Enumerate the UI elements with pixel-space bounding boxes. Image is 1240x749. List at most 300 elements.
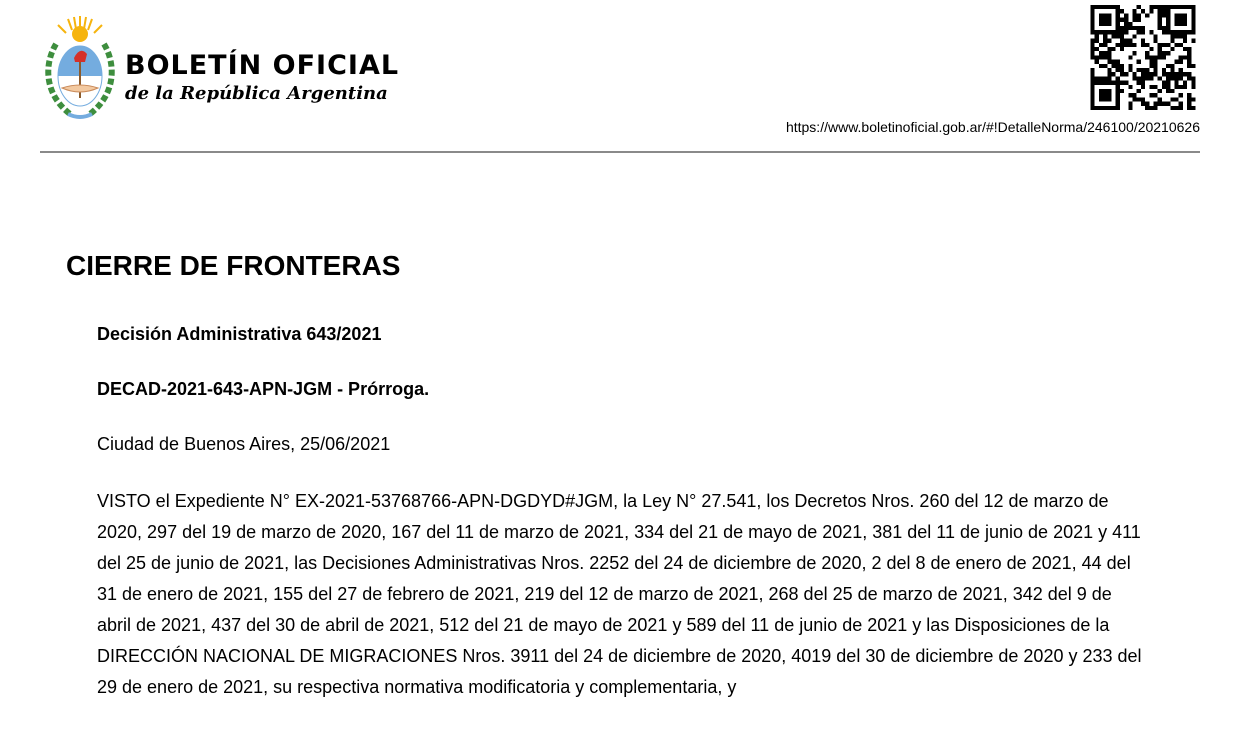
qr-module — [1141, 81, 1145, 85]
qr-module — [1175, 81, 1179, 85]
qr-module — [1141, 9, 1145, 13]
qr-module — [1175, 34, 1179, 38]
qr-module — [1183, 18, 1187, 22]
qr-module — [1191, 26, 1195, 30]
qr-module — [1166, 5, 1170, 9]
qr-module — [1133, 9, 1137, 13]
qr-module — [1124, 43, 1128, 47]
qr-module — [1170, 97, 1174, 101]
qr-module — [1141, 43, 1145, 47]
qr-module — [1187, 30, 1191, 34]
qr-module — [1133, 18, 1137, 22]
qr-module — [1103, 39, 1107, 43]
qr-module — [1103, 64, 1107, 68]
qr-module — [1154, 55, 1158, 59]
qr-module — [1091, 97, 1095, 101]
qr-module — [1175, 43, 1179, 47]
qr-module — [1179, 93, 1183, 97]
qr-module — [1158, 89, 1162, 93]
place-and-date: Ciudad de Buenos Aires, 25/06/2021 — [97, 434, 391, 454]
qr-module — [1149, 76, 1153, 80]
qr-module — [1158, 43, 1162, 47]
qr-module — [1095, 34, 1099, 38]
qr-module — [1103, 55, 1107, 59]
qr-module — [1187, 102, 1191, 106]
qr-module — [1191, 30, 1195, 34]
qr-module — [1103, 30, 1107, 34]
qr-module — [1141, 97, 1145, 101]
qr-module — [1133, 72, 1137, 76]
qr-module — [1099, 64, 1103, 68]
qr-module — [1154, 60, 1158, 64]
qr-module — [1183, 22, 1187, 26]
qr-module — [1166, 102, 1170, 106]
qr-module — [1095, 60, 1099, 64]
qr-module — [1133, 43, 1137, 47]
qr-module — [1091, 85, 1095, 89]
qr-module — [1133, 51, 1137, 55]
qr-module — [1141, 68, 1145, 72]
qr-module — [1158, 47, 1162, 51]
qr-module — [1191, 106, 1195, 110]
qr-module — [1191, 85, 1195, 89]
qr-module — [1162, 13, 1166, 17]
qr-module — [1107, 68, 1111, 72]
qr-module — [1099, 13, 1103, 17]
qr-module — [1166, 18, 1170, 22]
qr-module — [1128, 22, 1132, 26]
qr-module — [1116, 68, 1120, 72]
qr-module — [1120, 26, 1124, 30]
visto-paragraph: VISTO el Expediente N° EX-2021-53768766-APN-DGDYD#JGM, la Ley N° 27.541, los Decretos Nros. 260 del 12 de marzo de 2020, 297 del 19 de marzo de 2020, 167 del 11 de marzo de 2021, 334 del 21 de mayo de 2021, 381 del 11 de junio de 2021 y 411 del 25 de junio de 2021, las Decisiones Administrativas Nros. 2252 del 24 de diciembre de 2020, 2 del 8 de enero de 2021, 44 del 31 de enero de 2021, 155 del 27 de febrero de 2021, 219 del 12 de marzo de 2021, 268 del 25 de marzo de 2021, 342 del 9 de abril de 2021, 437 del 30 de abril de 2021, 512 del 21 de mayo de 2021 y 589 del 11 de junio de 2021 y las Disposiciones de la DIRECCIÓN NACIONAL DE MIGRACIONES Nros. 3911 del 24 de diciembre de 2020, 4019 del 30 de diciembre de 2020 y 233 del 29 de enero de 2021, su respectiva normativa modificatoria y complementaria, y — [97, 491, 1142, 697]
qr-module — [1137, 60, 1141, 64]
qr-module — [1124, 22, 1128, 26]
qr-module — [1091, 9, 1095, 13]
qr-module — [1154, 106, 1158, 110]
qr-module — [1158, 55, 1162, 59]
qr-module — [1133, 97, 1137, 101]
qr-module — [1099, 89, 1103, 93]
qr-module — [1091, 51, 1095, 55]
qr-module — [1154, 85, 1158, 89]
qr-module — [1120, 30, 1124, 34]
qr-module — [1091, 68, 1095, 72]
qr-module — [1137, 97, 1141, 101]
qr-module — [1141, 30, 1145, 34]
qr-module — [1191, 81, 1195, 85]
qr-module — [1120, 18, 1124, 22]
qr-module — [1120, 72, 1124, 76]
document-title: CIERRE DE FRONTERAS — [66, 250, 401, 281]
qr-module — [1137, 26, 1141, 30]
qr-module — [1170, 64, 1174, 68]
qr-module — [1162, 81, 1166, 85]
qr-module — [1095, 81, 1099, 85]
qr-module — [1120, 89, 1124, 93]
qr-module — [1099, 93, 1103, 97]
qr-module — [1154, 93, 1158, 97]
qr-module — [1191, 13, 1195, 17]
qr-module — [1107, 76, 1111, 80]
qr-module — [1187, 5, 1191, 9]
qr-module — [1154, 64, 1158, 68]
qr-module — [1091, 93, 1095, 97]
qr-module — [1103, 34, 1107, 38]
qr-module — [1170, 30, 1174, 34]
qr-module — [1166, 13, 1170, 17]
qr-module — [1179, 76, 1183, 80]
document-url-link[interactable]: https://www.boletinoficial.gob.ar/#!DetalleNorma/246100/20210626 — [785, 119, 1200, 135]
qr-module — [1116, 102, 1120, 106]
qr-module — [1099, 22, 1103, 26]
qr-module — [1179, 102, 1183, 106]
qr-module — [1158, 51, 1162, 55]
qr-module — [1091, 102, 1095, 106]
qr-module — [1120, 34, 1124, 38]
qr-module — [1149, 55, 1153, 59]
qr-module — [1107, 93, 1111, 97]
qr-module — [1133, 34, 1137, 38]
qr-module — [1154, 39, 1158, 43]
qr-module — [1141, 102, 1145, 106]
qr-module — [1166, 43, 1170, 47]
qr-module — [1103, 89, 1107, 93]
qr-module — [1128, 39, 1132, 43]
qr-module — [1191, 22, 1195, 26]
qr-module — [1120, 47, 1124, 51]
qr-module — [1099, 97, 1103, 101]
qr-module — [1149, 85, 1153, 89]
decision-reference: DECAD-2021-643-APN-JGM - Prórroga. — [97, 379, 430, 399]
qr-module — [1179, 34, 1183, 38]
qr-module — [1095, 47, 1099, 51]
qr-module — [1141, 26, 1145, 30]
qr-module — [1128, 93, 1132, 97]
qr-module — [1183, 5, 1187, 9]
qr-module — [1091, 89, 1095, 93]
qr-module — [1179, 43, 1183, 47]
qr-module — [1145, 51, 1149, 55]
qr-module — [1099, 30, 1103, 34]
qr-module — [1103, 93, 1107, 97]
qr-module — [1175, 22, 1179, 26]
qr-module — [1179, 22, 1183, 26]
qr-module — [1158, 18, 1162, 22]
qr-module — [1187, 60, 1191, 64]
qr-module — [1158, 76, 1162, 80]
qr-module — [1091, 47, 1095, 51]
qr-module — [1158, 9, 1162, 13]
qr-module — [1179, 55, 1183, 59]
qr-module — [1099, 43, 1103, 47]
qr-module — [1116, 85, 1120, 89]
qr-module — [1183, 85, 1187, 89]
qr-module — [1095, 76, 1099, 80]
qr-module — [1116, 43, 1120, 47]
qr-module — [1179, 68, 1183, 72]
qr-module — [1095, 106, 1099, 110]
qr-module — [1120, 68, 1124, 72]
brand-subtitle: de la República Argentina — [125, 83, 388, 104]
qr-module — [1116, 18, 1120, 22]
qr-module — [1107, 22, 1111, 26]
qr-module — [1179, 5, 1183, 9]
qr-module — [1103, 18, 1107, 22]
qr-module — [1149, 64, 1153, 68]
qr-module — [1128, 55, 1132, 59]
qr-module — [1175, 30, 1179, 34]
qr-module — [1124, 26, 1128, 30]
qr-module — [1170, 72, 1174, 76]
ribbon — [68, 114, 92, 117]
qr-module — [1112, 72, 1116, 76]
qr-module — [1103, 97, 1107, 101]
qr-module — [1128, 26, 1132, 30]
qr-module — [1175, 85, 1179, 89]
qr-module — [1183, 81, 1187, 85]
qr-module — [1133, 26, 1137, 30]
qr-module — [1179, 72, 1183, 76]
qr-module — [1187, 72, 1191, 76]
qr-module — [1141, 85, 1145, 89]
qr-module — [1120, 81, 1124, 85]
qr-module — [1112, 81, 1116, 85]
qr-module — [1128, 106, 1132, 110]
qr-module — [1145, 76, 1149, 80]
qr-module — [1099, 5, 1103, 9]
qr-module — [1158, 102, 1162, 106]
qr-module — [1116, 76, 1120, 80]
qr-module — [1133, 76, 1137, 80]
qr-module — [1091, 81, 1095, 85]
qr-module — [1162, 55, 1166, 59]
qr-module — [1137, 18, 1141, 22]
qr-module — [1149, 106, 1153, 110]
qr-module — [1187, 64, 1191, 68]
qr-module — [1116, 26, 1120, 30]
qr-module — [1170, 39, 1174, 43]
qr-module — [1099, 76, 1103, 80]
qr-module — [1116, 9, 1120, 13]
qr-module — [1112, 5, 1116, 9]
qr-module — [1170, 34, 1174, 38]
qr-module — [1116, 30, 1120, 34]
qr-module — [1091, 55, 1095, 59]
qr-module — [1116, 93, 1120, 97]
qr-module — [1103, 81, 1107, 85]
qr-module — [1187, 93, 1191, 97]
qr-module — [1124, 18, 1128, 22]
qr-module — [1175, 13, 1179, 17]
qr-module — [1166, 9, 1170, 13]
qr-module — [1137, 30, 1141, 34]
qr-module — [1187, 106, 1191, 110]
qr-module — [1095, 5, 1099, 9]
qr-module — [1107, 89, 1111, 93]
qr-module — [1183, 72, 1187, 76]
qr-module — [1116, 60, 1120, 64]
qr-module — [1116, 89, 1120, 93]
qr-module — [1166, 22, 1170, 26]
qr-module — [1128, 43, 1132, 47]
qr-module — [1170, 76, 1174, 80]
qr-module — [1162, 26, 1166, 30]
qr-module — [1116, 5, 1120, 9]
qr-module — [1179, 30, 1183, 34]
qr-module — [1191, 39, 1195, 43]
qr-module — [1091, 30, 1095, 34]
qr-module — [1120, 43, 1124, 47]
qr-module — [1128, 102, 1132, 106]
qr-module — [1091, 13, 1095, 17]
qr-module — [1154, 68, 1158, 72]
qr-module — [1158, 5, 1162, 9]
qr-module — [1145, 43, 1149, 47]
qr-module — [1095, 55, 1099, 59]
qr-module — [1149, 30, 1153, 34]
qr-module — [1170, 106, 1174, 110]
qr-module — [1154, 5, 1158, 9]
qr-module — [1116, 64, 1120, 68]
qr-module — [1128, 68, 1132, 72]
qr-module — [1162, 43, 1166, 47]
qr-module — [1179, 18, 1183, 22]
qr-module — [1145, 72, 1149, 76]
brand-title: BOLETÍN OFICIAL — [125, 50, 400, 81]
qr-module — [1107, 13, 1111, 17]
qr-module — [1133, 13, 1137, 17]
qr-module — [1091, 5, 1095, 9]
qr-module — [1175, 76, 1179, 80]
qr-module — [1187, 47, 1191, 51]
qr-module — [1099, 81, 1103, 85]
qr-module — [1112, 106, 1116, 110]
qr-module — [1095, 30, 1099, 34]
qr-module — [1128, 85, 1132, 89]
qr-module — [1128, 64, 1132, 68]
qr-module — [1091, 18, 1095, 22]
qr-module — [1099, 55, 1103, 59]
qr-module — [1175, 5, 1179, 9]
qr-module — [1162, 5, 1166, 9]
qr-module — [1107, 39, 1111, 43]
qr-module — [1162, 68, 1166, 72]
qr-module — [1091, 22, 1095, 26]
qr-module — [1137, 89, 1141, 93]
qr-module — [1137, 5, 1141, 9]
qr-module — [1103, 5, 1107, 9]
qr-module — [1191, 97, 1195, 101]
qr-module — [1103, 22, 1107, 26]
qr-module — [1166, 72, 1170, 76]
qr-module — [1107, 30, 1111, 34]
qr-module — [1137, 76, 1141, 80]
qr-module — [1137, 13, 1141, 17]
qr-module — [1133, 93, 1137, 97]
qr-module — [1183, 30, 1187, 34]
qr-module — [1099, 106, 1103, 110]
qr-module — [1145, 55, 1149, 59]
qr-module — [1166, 51, 1170, 55]
qr-module — [1124, 72, 1128, 76]
qr-module — [1141, 76, 1145, 80]
qr-module — [1112, 47, 1116, 51]
qr-code-icon — [1089, 5, 1197, 110]
qr-module — [1145, 106, 1149, 110]
qr-module — [1149, 72, 1153, 76]
qr-module — [1137, 81, 1141, 85]
qr-module — [1107, 5, 1111, 9]
qr-module — [1191, 64, 1195, 68]
qr-module — [1112, 64, 1116, 68]
qr-module — [1166, 85, 1170, 89]
qr-module — [1166, 89, 1170, 93]
qr-module — [1183, 34, 1187, 38]
qr-module — [1091, 39, 1095, 43]
qr-module — [1124, 13, 1128, 17]
qr-module — [1116, 97, 1120, 101]
qr-module — [1154, 72, 1158, 76]
qr-module — [1149, 5, 1153, 9]
qr-module — [1107, 18, 1111, 22]
qr-module — [1149, 9, 1153, 13]
qr-module — [1166, 81, 1170, 85]
qr-module — [1149, 47, 1153, 51]
qr-module — [1166, 64, 1170, 68]
qr-module — [1120, 9, 1124, 13]
qr-module — [1116, 106, 1120, 110]
qr-module — [1116, 34, 1120, 38]
qr-module — [1116, 81, 1120, 85]
qr-module — [1103, 76, 1107, 80]
qr-module — [1191, 76, 1195, 80]
qr-module — [1103, 13, 1107, 17]
qr-module — [1158, 97, 1162, 101]
qr-module — [1107, 72, 1111, 76]
qr-module — [1183, 47, 1187, 51]
qr-module — [1095, 39, 1099, 43]
qr-module — [1116, 22, 1120, 26]
qr-module — [1145, 13, 1149, 17]
qr-module — [1183, 39, 1187, 43]
qr-module — [1107, 55, 1111, 59]
qr-module — [1187, 76, 1191, 80]
qr-module — [1112, 34, 1116, 38]
brand — [125, 50, 399, 106]
qr-module — [1191, 9, 1195, 13]
qr-module — [1170, 47, 1174, 51]
qr-module — [1183, 55, 1187, 59]
qr-module — [1170, 68, 1174, 72]
qr-module — [1120, 64, 1124, 68]
qr-module — [1149, 60, 1153, 64]
qr-module — [1187, 55, 1191, 59]
qr-module — [1124, 30, 1128, 34]
header-divider — [40, 151, 1200, 153]
qr-module — [1166, 30, 1170, 34]
qr-module — [1162, 30, 1166, 34]
qr-module — [1091, 72, 1095, 76]
qr-module — [1141, 72, 1145, 76]
qr-module — [1187, 97, 1191, 101]
qr-module — [1124, 39, 1128, 43]
qr-module — [1107, 60, 1111, 64]
qr-module — [1162, 102, 1166, 106]
qr-module — [1107, 97, 1111, 101]
qr-module — [1175, 18, 1179, 22]
sun-icon — [72, 26, 88, 42]
qr-module — [1162, 85, 1166, 89]
